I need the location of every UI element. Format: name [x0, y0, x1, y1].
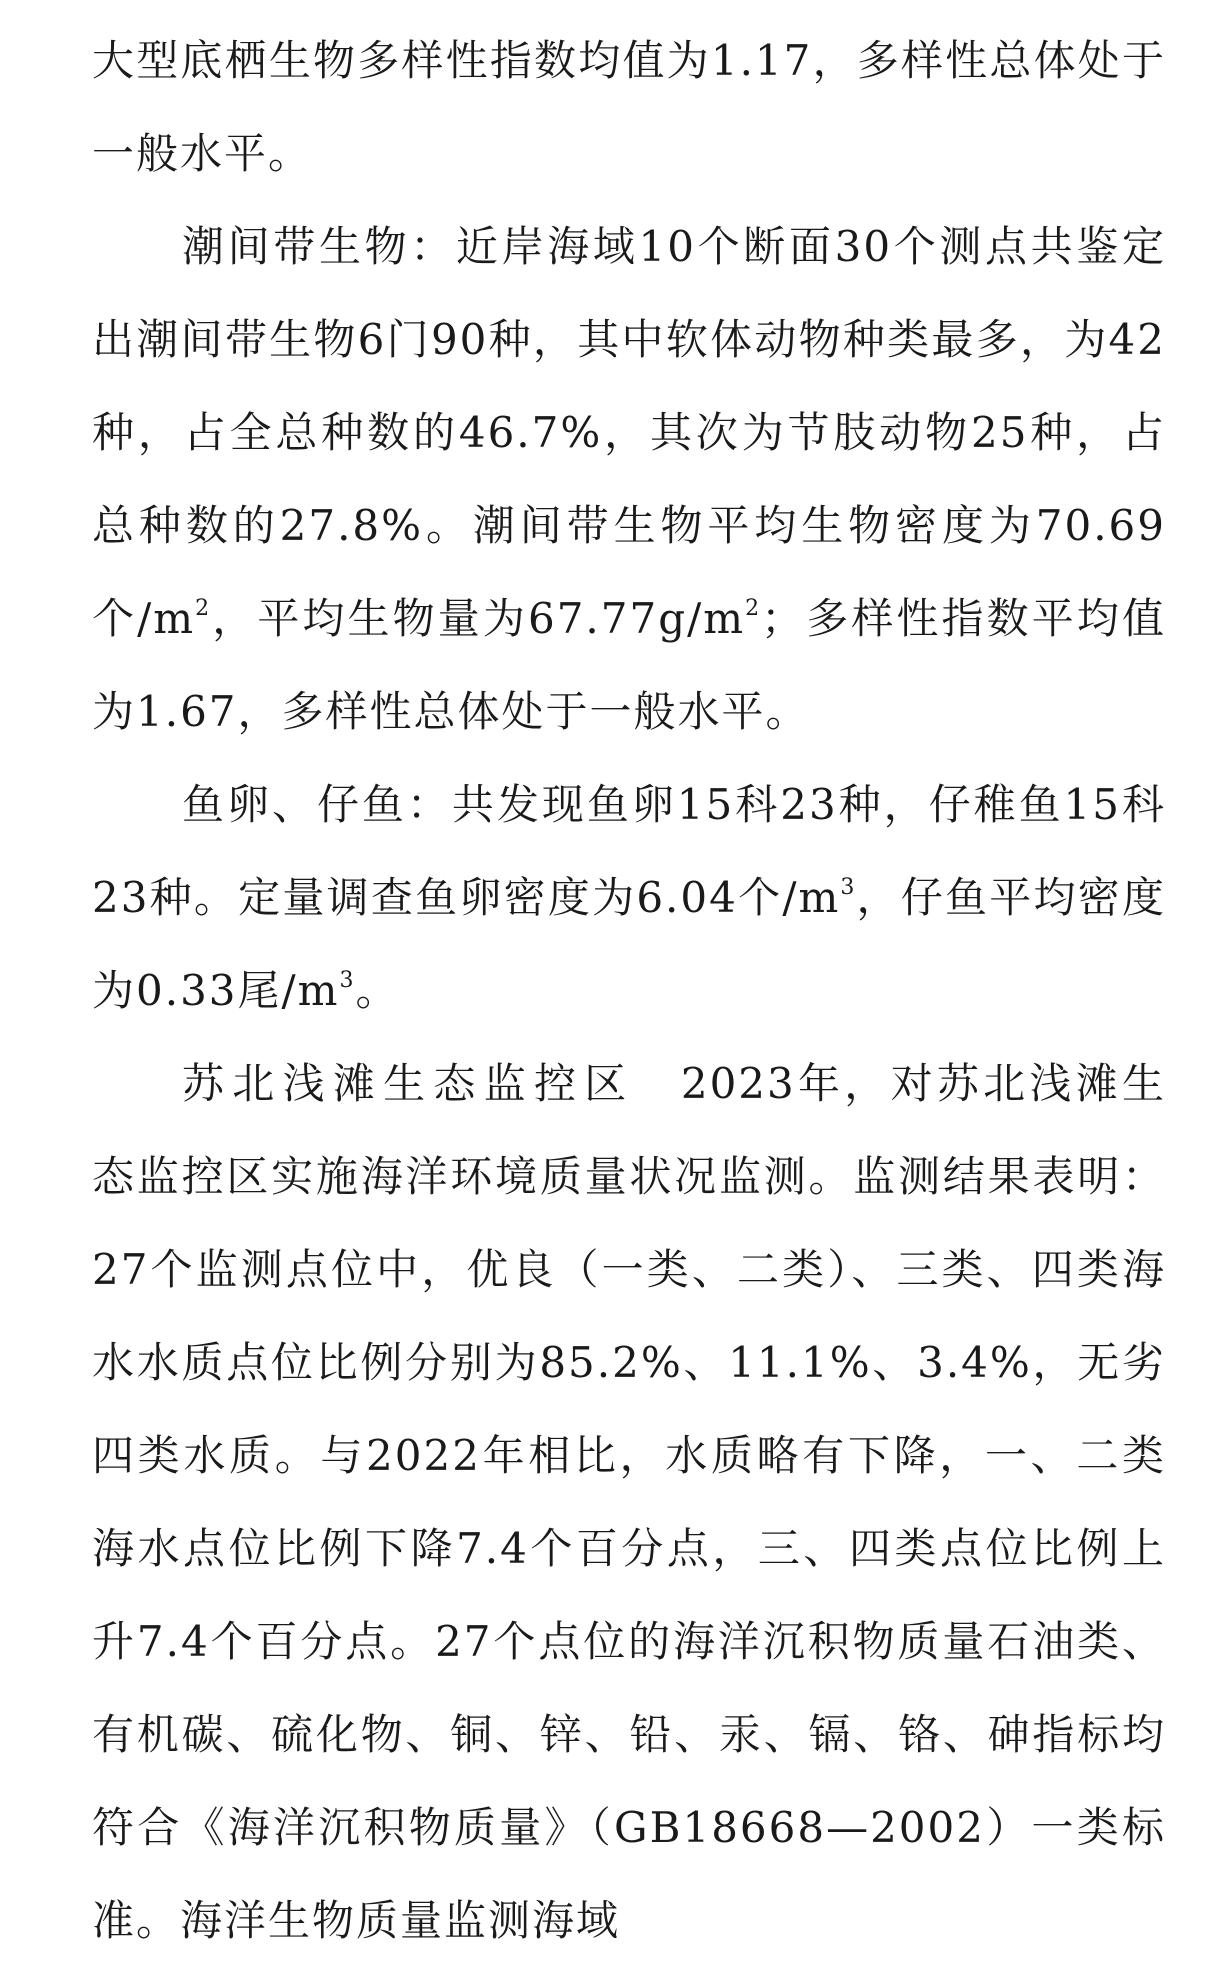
section-heading: 苏北浅滩生态监控区 — [182, 1059, 635, 1108]
paragraph-text: ，平均生物量为67.77g/m — [211, 594, 746, 643]
paragraph-text: 大型底栖生物多样性指数均值为1.17，多样性总体处于一般水平。 — [92, 36, 1166, 178]
superscript: 2 — [745, 596, 762, 621]
document-page — [92, 14, 1166, 1967]
superscript: 3 — [840, 875, 857, 900]
superscript: 2 — [195, 596, 212, 621]
paragraph-text: 2023年，对苏北浅滩生态监控区实施海洋环境质量状况监测。监测结果表明：27个监测点位中，优良（一类、二类）、三类、四类海水水质点位比例分别为85.2%、11.1%、3.4%，无劣四类水质。与2022年相比，水质略有下降，一、二类海水点位比例下降7.4个百分点，三、四类点位比例上升7.4个百分点。27个点位的海洋沉积物质量石油类、有机碳、硫化物、铜、锌、铅、汞、镉、铬、砷指标均符合《海洋沉积物质量》（GB18668—2002）一类标准。海洋生物质量监测海域 — [92, 1059, 1166, 1945]
paragraph-text: 潮间带生物：近岸海域10个断面30个测点共鉴定出潮间带生物6门90种，其中软体动物种类最多，为42种，占全总种数的46.7%，其次为节肢动物25种，占总种数的27.8%。潮间带生物平均生物密度为70.69个/m — [92, 222, 1166, 643]
paragraph-benthos-summary — [92, 14, 1166, 200]
paragraph-text: ，仔鱼平均密度为0.33尾/m — [92, 873, 1166, 1015]
paragraph-text: 。 — [355, 966, 400, 1015]
paragraph-fish-eggs — [92, 758, 1166, 1037]
paragraph-text: ；多样性指数平均值为1.67，多样性总体处于一般水平。 — [92, 594, 1166, 736]
superscript: 3 — [339, 968, 356, 993]
paragraph-subei-shoal — [92, 1037, 1166, 1967]
paragraph-text: 鱼卵、仔鱼：共发现鱼卵15科23种，仔稚鱼15科23种。定量调查鱼卵密度为6.04个/m — [92, 780, 1166, 922]
paragraph-intertidal — [92, 200, 1166, 758]
